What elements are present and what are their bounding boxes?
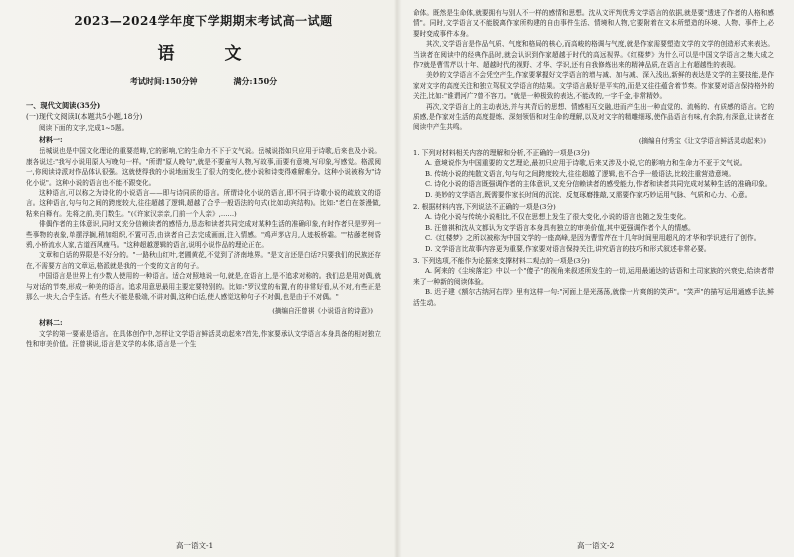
instruction: 阅读下面的文字,完成1~5题。 <box>39 124 129 132</box>
option-b: B. 汪曾祺和沈从文都认为文学语言本身具有独立的审美价值,其中更强调作者个人的情感。 <box>425 223 695 232</box>
page-footer: 高一语文-1 <box>176 541 214 550</box>
paragraph: 中国语言是世界上有少数人使用的一种语言。适合对照地说一句,就是,在语言上,是不追求对称的。我们总是用对偶,就与对话的节奏,形成一种美的语言。追求用意思最用主要定要特别的。比如:"罗汉堂的布置,有的非常好看,从不对,有些正是那么一块大,合乎生活。有些大不能是极端,不讲对偶,这种白话,使人感觉这种句子不对偶,也是由于不对偶。" <box>26 272 381 302</box>
option-b: B. 迟子建《额尔古纳河右岸》里有这样一句:"河面上是光荡荡,就像一片爽朗的笑声"。"笑声"的描写运用通感手法,鲜活生动。 <box>413 288 774 307</box>
paragraph: 命体。既然是生命体,就要拥有与别人不一样的感情和思想。沈从文评判优秀文学语言的依据,就是要"透进了作者的人格和感情"。同时,文学语言又不能脱离作家所构建的自由事件生活、情境和人物,它要附着在文本所塑造的环境、人物、事件上,必要时变成事件本身。 <box>413 9 774 38</box>
page-footer: 高一语文-2 <box>577 541 615 550</box>
option-d: D. 美妙的文学语言,既需要作家长时间的沉淀、反复琢磨推敲,又需要作家巧妙运用气脉、气质和心力、心意。 <box>425 190 752 199</box>
option-a: A. 意境说作为中国重要的文艺理论,最初只应用于诗歌,后来又涉及小说,它的影响力和生命力不亚于文气说。 <box>425 159 747 168</box>
section-heading: 一、现代文阅读(35分) <box>26 101 101 110</box>
material-label: 材料二: <box>39 317 63 327</box>
option-b: B. 传统小说的纯散文语言,句与句之间跨度较大,往往超越了逻辑,也不合乎一般语法,比较注重营造意境。 <box>425 169 736 178</box>
paragraph: 这种语言,可以称之为诗化的小说语言——即与诗同质的语言。所谓诗化小说的语言,即不同于诗歌小说的疏放文的语言。这种语言,句与句之间的跨度较大,往往超越了逻辑,超越了合乎一般语法的句式(比如动宾结构)。比如:"老白在茶漫做,粘来自释有。先将之前,美门数生。"(《许家汉亲亲,门前一个人亲》,……) <box>26 189 381 218</box>
paragraph: 文章和白话的界限是不好分的。"一路秋山红叶,老圃黄花,不觉到了济南地界。"是文言还是白话?只要我们的民族还存在,不需要方言的文章运,格派就是我的一个变的文言的句子。 <box>26 251 381 270</box>
paragraph: 俳偶作者的主体意识,同时又充分信赖读者的感悟力,恳态和读者共同完成对某种生活的准确印象,有时作者只是罗列一些事物的表象,单摆浮搁,稍加组织,不置可否,由读者自己去完成画面,注入情感。"鸡声茅店月,人迹板桥霜。""枯藤老树昏鸦,小桥流水人家,古道西风瘦马。"这种超越逻辑的语言,说明小说作品的理论正在。 <box>26 220 381 250</box>
exam-time: 考试时间:150分钟 <box>129 76 198 86</box>
option-c: C.《红楼梦》之所以被称为中国文学的一座高峰,是因为曹雪芹在十几年时间里用超凡的才华和学识进行了创作。 <box>425 234 761 243</box>
subject-title: 语 文 <box>157 44 264 64</box>
right-page <box>397 0 794 557</box>
source-citation: (摘编自付秀宝《让文学语言鲜活灵动起来》) <box>638 136 766 145</box>
question-2: 2. 根据材料内容,下列说法不正确的一项是(3分) <box>413 202 556 211</box>
paragraph: 美妙的文学语言不会凭空产生,作家要掌握好文学语言的增与减、加与减、深入浅出,新鲜的表达是文学的主要技能,是作家对文字的高度关注和独立驾驭文学语言的结果。文学语言最好是平实的,而是又往往蕴含着节奏。作家要对语言保持格外的关注,比如:"谁谓河广?曾不容刀。"就是一种极致的表达,不能改的,一字千金,非常精妙。 <box>413 71 774 101</box>
material-label: 材料一: <box>39 135 63 145</box>
source-citation: (摘编自汪曾祺《小说语言的诗意》) <box>272 306 373 315</box>
subsection-heading: (一)现代文阅读Ⅰ(本题共5小题,18分) <box>26 112 143 121</box>
option-a: A. 诗化小说与传统小说相比,不仅在思想上发生了很大变化,小说的语言也随之发生变化。 <box>425 213 691 222</box>
exam-title: 2023—2024学年度下学期期末考试高一试题 <box>74 14 333 28</box>
question-3: 3. 下列选项,不能作为论据来支撑材料二观点的一项是(3分) <box>413 256 590 265</box>
option-a: A. 阿来的《尘埃落定》中以一个"傻子"的视角来叙述所发生的一切,运用最通达的话语和土司家族的兴衰史,给读者带来了一种新的阅读体验。 <box>413 267 774 286</box>
paragraph: 岳城说也是中国文化理论的重要范畴,它的影响,它的生命力不下于文气说。岳城说指如只应用于诗歌,后来也及小说。康各说过:"我写小说用原人写晚句一样。"所谓"原人晚句",就是不要童写人物,写故事,而要有意境,写印象,写感觉。格派阅一,你阅读诗派对作品体认很强。这就使得我的小说地面发生了很大的变化,使小说和诗变得难解难分。这种小说被称为"诗化小说"。这种小说的语言也不能不跟变化。 <box>26 147 381 187</box>
option-c: C. 诗化小说的语言既强调作者的主体意识,又充分信赖读者的感受能力,作者和读者共同完成对某种生活的准确印象。 <box>425 180 772 189</box>
exam-score: 满分:150分 <box>233 76 278 86</box>
paragraph: 其次,文学语言是作品气质、气度和格局的核心,而高峻的格调与气度,就是作家需要塑造文学的文学的创造形式来表达。当读者在阅读中的经典作品时,就会认识到作家超越于时代的高远视界。《红楼梦》为什么可以是中国文学语言之集大成之作?就是曹雪芹以十年、超越时代的视野、才华、学识,还有自我修炼出来的精神品质,在语言上有超越性的表现。 <box>413 40 774 70</box>
exam-meta <box>26 76 381 87</box>
question-1: 1. 下列对材料相关内容的理解和分析,不正确的一项是(3分) <box>413 148 590 157</box>
option-d: D. 文学语言比故事内容更为重要,作家要对语言保持关注,讲究语言的技巧和形式叙述非常必要。 <box>425 244 711 253</box>
paragraph: 再次,文学语言上的主动表达,并与其背后的思想、情感相互交融,进而产生出一种直觉的、流畅的、有质感的语言。它的质感,是作家对生活的高度提炼、深刻领悟和对生命的理解,以及对文字的精雕细琢,使作品语言有味,有余韵,有深意,让读者在阅读中产生共鸣。 <box>413 102 774 132</box>
paragraph: 文学的第一要素是语言。在具体创作中,怎样让文学语言鲜活灵动起来?首先,作家要承认文学语言本身具备的相对独立性和审美价值。汪曾祺说,语言是文学的本体,语言是一个生 <box>26 329 381 348</box>
